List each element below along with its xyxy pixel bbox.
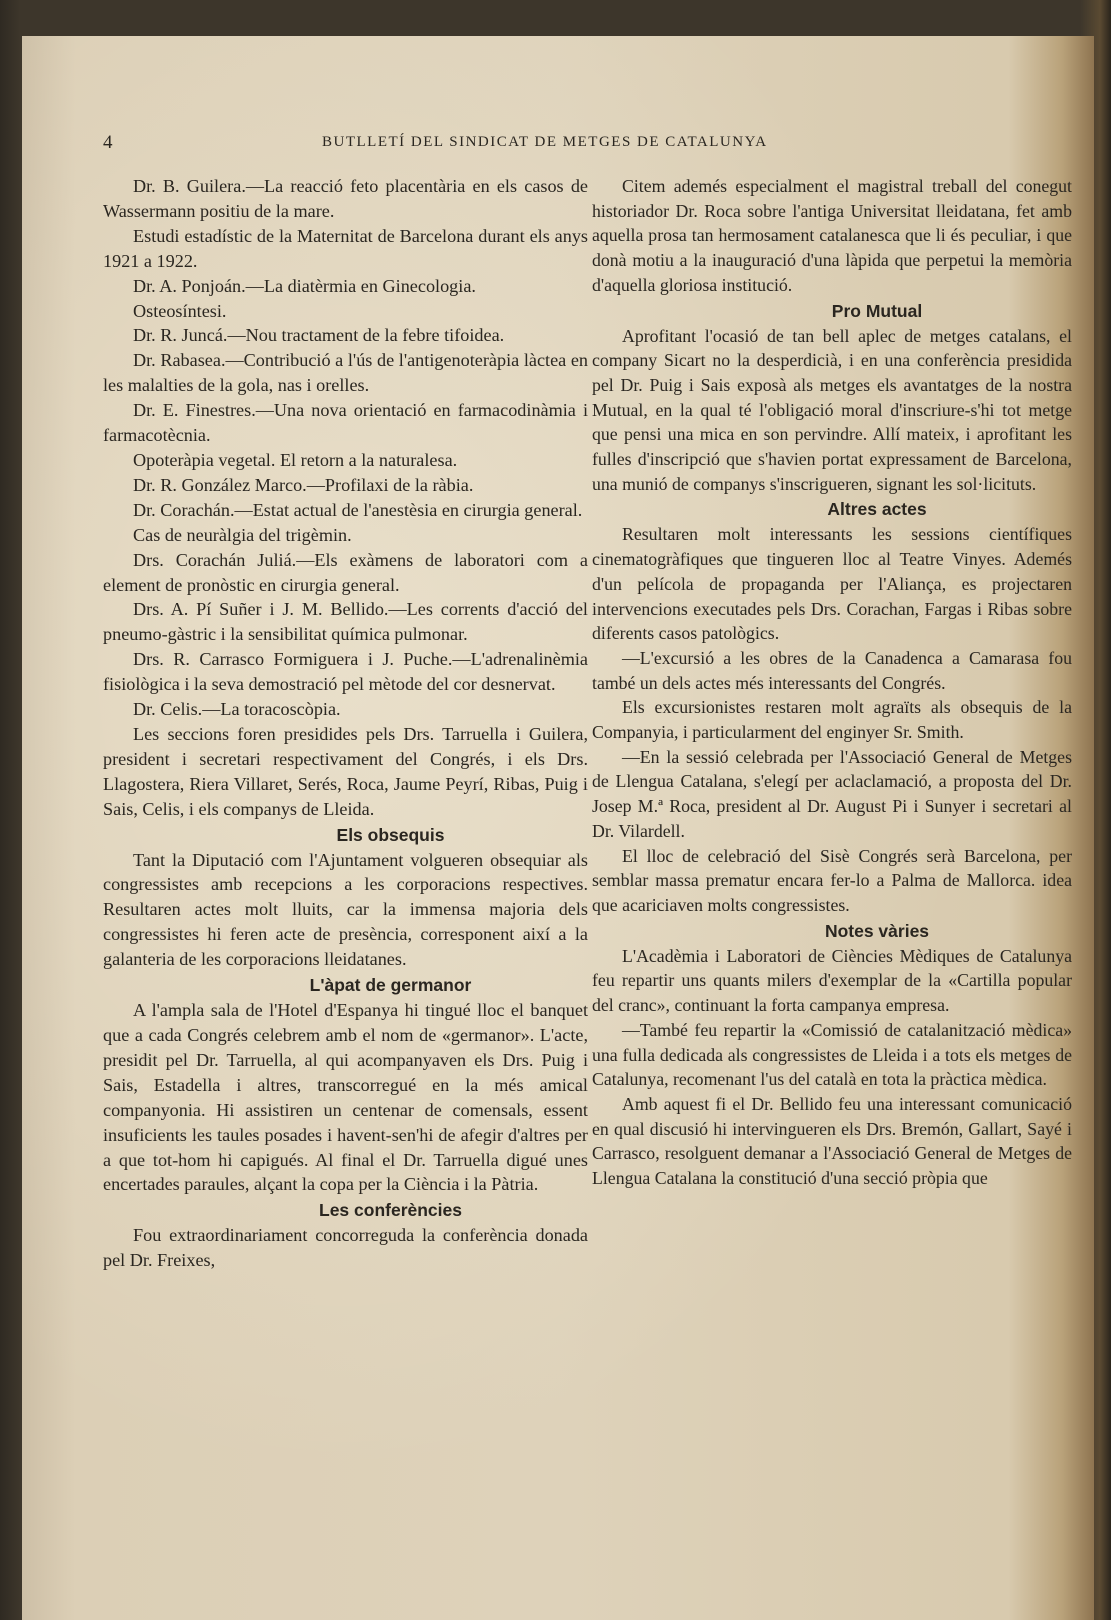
paragraph: Dr. E. Finestres.—Una nova orientació en farmacodinàmia i farmacotècnia.	[103, 400, 588, 446]
paragraph: Dr. Rabasea.—Contribució a l'ús de l'antigenoteràpia làctea en les malalties de la gola, nas i orelles.	[103, 350, 588, 396]
right-column	[592, 174, 1072, 1191]
paragraph: Drs. Corachán Juliá.—Els exàmens de laboratori com a element de pronòstic en cirurgia general.	[103, 549, 588, 595]
paragraph: Drs. A. Pí Suñer i J. M. Bellido.—Les corrents d'acció del pneumo-gàstric i la sensibilitat química pulmonar.	[103, 599, 588, 645]
paragraph: Amb aquest fi el Dr. Bellido feu una interessant comunicació en qual discusió hi intervingueren els Drs. Bremón, Gallart, Sayé i Carrasco, resolguent demanar a l'Associació General de Metges de Llengua Catalana la constitució d'una secció pròpia que	[592, 1093, 1072, 1189]
paragraph: Estudi estadístic de la Maternitat de Barcelona durant els anys 1921 a 1922.	[103, 225, 588, 271]
paragraph: El lloc de celebració del Sisè Congrés serà Barcelona, per semblar massa prematur encara fer-lo a Palma de Mallorca. idea que acariciaven molts congressistes.	[592, 845, 1072, 915]
paragraph: Dr. B. Guilera.—La reacció feto placentària en els casos de Wassermann positiu de la mare.	[103, 176, 588, 221]
paragraph: —També feu repartir la «Comissió de catalanització mèdica» una fulla dedicada als congressistes de Lleida i a tots els metges de Catalunya, recomenant l'us del català en tota la pràctica mèdica.	[592, 1019, 1072, 1090]
section-heading: L'àpat de germanor	[309, 975, 472, 996]
page-header	[22, 132, 1072, 160]
printed-page	[22, 36, 1094, 1620]
paragraph: Osteosíntesi.	[133, 300, 227, 321]
paragraph: L'Acadèmia i Laboratori de Ciències Mèdiques de Catalunya feu repartir uns quants milers d'exemplar de la «Cartilla popular del cranc», continuant la forta campanya empresa.	[592, 945, 1072, 1016]
running-head: BUTLLETÍ DEL SINDICAT DE METGES DE CATALUNYA	[322, 134, 768, 150]
paragraph: A l'ampla sala de l'Hotel d'Espanya hi tingué lloc el banquet que a cada Congrés celebrem amb el nom de «germanor». L'acte, presidit pel Dr. Tarruella, al qui acompanyaven els Drs. Puig i Sais, Estadella i altres, transcorregué en la més amical companyonia. Hi assistiren un centenar de comensals, essent insuficients les taules posades i havent-sen'hi de afegir d'altres per a que tot-hom hi capigués. Al final el Dr. Tarruella digué unes encertades paraules, alçant la copa per la Ciència i la Pàtria.	[103, 1000, 588, 1195]
section-heading: Les conferències	[319, 1200, 462, 1221]
paragraph: Dr. R. Juncá.—Nou tractament de la febre tifoidea.	[133, 325, 505, 346]
section-heading: Altres actes	[827, 499, 927, 520]
paragraph: Cas de neuràlgia del trigèmin.	[133, 524, 352, 545]
left-column	[103, 174, 588, 1273]
paragraph: Dr. A. Ponjoán.—La diatèrmia en Ginecologia.	[133, 275, 476, 296]
section-heading: Notes vàries	[824, 920, 930, 941]
paragraph: Citem ademés especialment el magistral treball del conegut historiador Dr. Roca sobre l'antiga Universitat lleidatana, fet amb aquella prosa tan hermosament catalanesca que li és peculiar, i que donà motiu a la inauguració d'una làpida que perpetui la memòria d'aquella gloriosa institució.	[592, 176, 1072, 295]
paragraph: Opoteràpia vegetal. El retorn a la naturalesa.	[133, 449, 458, 470]
paragraph: Dr. Celis.—La toracoscòpia.	[133, 699, 341, 720]
paragraph: Fou extraordinariament concorreguda la conferència donada pel Dr. Freixes,	[103, 1225, 588, 1271]
paragraph: Resultaren molt interessants les sessions científiques cinematogràfiques que tingueren lloc al Teatre Vinyes. Ademés d'un pelícola de propaganda per l'Aliança, es projectaren intervencions executades pels Drs. Corachan, Fargas i Ribas sobre diferents casos patològics.	[592, 524, 1072, 644]
paragraph: Els excursionistes restaren molt agraïts als obsequis de la Companyia, i particularment del enginyer Sr. Smith.	[592, 697, 1072, 743]
paragraph: Drs. R. Carrasco Formiguera i J. Puche.—L'adrenalinèmia fisiològica i la seva demostració pel mètode del cor desnervat.	[103, 649, 588, 695]
paragraph: Tant la Diputació com l'Ajuntament volgueren obsequiar als congressistes amb recepcions a les corporacions respectives. Resultaren actes molt lluits, car la immensa majoria dels congressistes hi feren acte de presència, corresponent així a la galanteria de les corporacions lleidatanes.	[103, 849, 588, 970]
section-heading: Els obsequis	[336, 824, 445, 845]
paragraph: Dr. Corachán.—Estat actual de l'anestèsia en cirurgia general.	[133, 499, 583, 520]
paragraph: —En la sessió celebrada per l'Associació General de Metges de Llengua Catalana, s'elegí per aclaclamació, a proposta del Dr. Josep M.ª Roca, president al Dr. August Pi i Sunyer i secretari al Dr. Vilardell.	[592, 746, 1072, 841]
paragraph: Aprofitant l'ocasió de tan bell aplec de metges catalans, el company Sicart no la desperdicià, i en una conferència presidida pel Dr. Puig i Sais exposà als metges els avantatges de la nostra Mutual, en la qual té l'obligació moral d'inscriure-s'hi tot metge que pensi una mica en son pervindre. Allí mateix, i aprofitant les fulles d'inscripció que s'havien portat expressament de Barcelona, una munió de companys s'inscrigueren, signant les sol·licituts.	[592, 325, 1072, 494]
paragraph: Les seccions foren presidides pels Drs. Tarruella i Guilera, president i secretari respectivament del Congrés, i els Drs. Llagostera, Riera Villaret, Serés, Roca, Jaume Peyrí, Ribas, Puig i Sais, Celis, i els companys de Lleida.	[103, 723, 588, 819]
section-heading: Pro Mutual	[831, 300, 923, 321]
paragraph: Dr. R. González Marco.—Profilaxi de la ràbia.	[133, 474, 474, 495]
page-number: 4	[103, 132, 114, 153]
paragraph: —L'excursió a les obres de la Canadenca a Camarasa fou també un dels actes més interessants del Congrés.	[592, 647, 1072, 693]
